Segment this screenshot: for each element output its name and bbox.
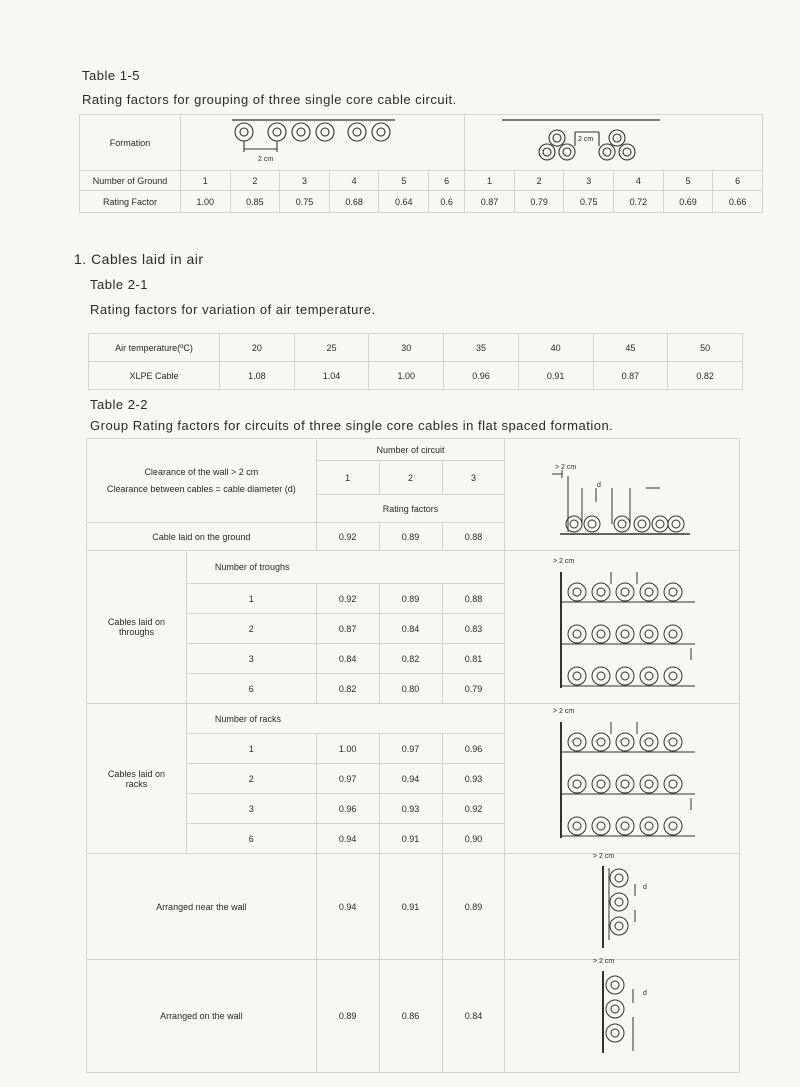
troughs-layout-icon	[555, 558, 705, 690]
table-1-5-heading: Table 1-5	[82, 68, 140, 83]
cell: 20	[220, 334, 295, 362]
cell: 0.79	[442, 674, 505, 704]
near-wall-dim-label: > 2 cm	[593, 853, 615, 860]
flat-formation-icon	[230, 116, 400, 168]
cell: 0.92	[442, 794, 505, 824]
cell: 6	[429, 171, 465, 191]
cell: 2	[514, 171, 564, 191]
cell: 35	[444, 334, 519, 362]
cell: 50	[668, 334, 743, 362]
cell: 0.90	[442, 824, 505, 854]
cell: 2	[186, 614, 316, 644]
cell: 0.91	[379, 824, 442, 854]
table-2-1-heading: Table 2-1	[90, 277, 148, 292]
table-2-1-subtitle: Rating factors for variation of air temperature.	[90, 302, 376, 317]
racks-group-text: Cables laid on racks	[107, 768, 165, 789]
cell: 0.93	[442, 764, 505, 794]
cell: 1	[186, 584, 316, 614]
circuit-header: 2	[379, 461, 442, 495]
cell: 0.94	[316, 824, 379, 854]
cell: 5	[663, 171, 713, 191]
cell: 0.91	[518, 362, 593, 390]
cell: 0.82	[379, 644, 442, 674]
cell: 0.93	[379, 794, 442, 824]
cell: 3	[280, 171, 330, 191]
header-clearance	[87, 439, 317, 523]
cell: 6	[186, 824, 316, 854]
cell: 0.94	[316, 854, 379, 960]
near-wall-label: Arranged near the wall	[87, 854, 317, 960]
cell: 1	[186, 734, 316, 764]
row-label-rating-factor: Rating Factor	[80, 191, 181, 213]
cell: 0.96	[442, 734, 505, 764]
cell: 6	[186, 674, 316, 704]
cell: 2	[186, 764, 316, 794]
cell: 0.64	[379, 191, 429, 213]
cell: 1.00	[369, 362, 444, 390]
cell: 0.72	[614, 191, 664, 213]
cell: 4	[329, 171, 379, 191]
ground-dim-label: > 2 cm	[555, 464, 577, 471]
cell: 0.87	[465, 191, 515, 213]
cell: 0.89	[379, 584, 442, 614]
table-2-2-heading: Table 2-2	[90, 397, 148, 412]
cell: 0.89	[379, 523, 442, 551]
cell: 45	[593, 334, 668, 362]
cell: 30	[369, 334, 444, 362]
clearance-cables-label: Clearance between cables = cable diameter (d)	[106, 483, 296, 494]
cell: 0.75	[280, 191, 330, 213]
near-wall-d-label: d	[643, 884, 647, 891]
cell: 1.04	[294, 362, 369, 390]
row-label-number-ground: Number of Ground	[80, 171, 181, 191]
table-row	[80, 191, 763, 213]
clearance-wall-label: Clearance of the wall > 2 cm	[144, 466, 259, 477]
cell: 0.82	[668, 362, 743, 390]
formation-label: Formation	[80, 115, 181, 171]
racks-layout-icon	[555, 708, 705, 840]
cell: 0.69	[663, 191, 713, 213]
cell: 0.68	[329, 191, 379, 213]
troughs-dim-label: > 2 cm	[553, 558, 575, 565]
cell: 1	[465, 171, 515, 191]
on-wall-layout-icon	[595, 965, 655, 1055]
near-wall-layout-icon	[595, 860, 655, 950]
section-heading: 1. Cables laid in air	[74, 251, 204, 267]
circuit-header: 1	[316, 461, 379, 495]
cell: 0.89	[316, 960, 379, 1073]
cell: 0.91	[379, 854, 442, 960]
troughs-group-label	[87, 551, 187, 704]
table-row	[89, 362, 743, 390]
cell: 0.88	[442, 523, 505, 551]
cell: 0.96	[444, 362, 519, 390]
troughs-group-text: Cables laid on throughs	[107, 617, 165, 637]
ground-label: Cable laid on the ground	[87, 523, 317, 551]
table-row	[80, 171, 763, 191]
table-1-5-subtitle: Rating factors for grouping of three single core cable circuit.	[82, 92, 457, 107]
cell: 0.84	[442, 960, 505, 1073]
table-2-1	[88, 333, 743, 390]
cell: 0.84	[379, 614, 442, 644]
racks-dim-label: > 2 cm	[553, 708, 575, 715]
cell: 0.79	[514, 191, 564, 213]
table-2-2-subtitle: Group Rating factors for circuits of three single core cables in flat spaced formation.	[90, 418, 614, 433]
num-circuit-header: Number of circuit	[316, 439, 505, 461]
cell: 40	[518, 334, 593, 362]
cell: 0.86	[379, 960, 442, 1073]
cell: 0.81	[442, 644, 505, 674]
cell: 0.88	[442, 584, 505, 614]
cell: 25	[294, 334, 369, 362]
circuit-header: 3	[442, 461, 505, 495]
cell: 4	[614, 171, 664, 191]
on-wall-label: Arranged on the wall	[87, 960, 317, 1073]
cell: 2	[230, 171, 280, 191]
ground-d-label: d	[597, 482, 601, 489]
cell: 0.92	[316, 584, 379, 614]
cell: 0.97	[379, 734, 442, 764]
table-row	[89, 334, 743, 362]
spacing-label: 2 cm	[258, 156, 274, 163]
cell: 3	[186, 644, 316, 674]
cell: 6	[713, 171, 763, 191]
cell: 0.75	[564, 191, 614, 213]
cell: 0.85	[230, 191, 280, 213]
on-wall-d-label: d	[643, 990, 647, 997]
cell: 1.08	[220, 362, 295, 390]
cell: 5	[379, 171, 429, 191]
cell: 0.92	[316, 523, 379, 551]
cell: 0.6	[429, 191, 465, 213]
cell: 0.83	[442, 614, 505, 644]
cell: 0.84	[316, 644, 379, 674]
cell: 0.87	[316, 614, 379, 644]
row-label-xlpe: XLPE Cable	[89, 362, 220, 390]
ground-layout-icon	[550, 462, 690, 542]
cell: 1	[181, 171, 231, 191]
troughs-header: Number of troughs	[186, 551, 504, 584]
racks-header: Number of racks	[186, 704, 504, 734]
cell: 1.00	[316, 734, 379, 764]
racks-group-label	[87, 704, 187, 854]
cell: 0.96	[316, 794, 379, 824]
cell: 3	[186, 794, 316, 824]
trefoil-spacing-label: 2 cm	[578, 136, 594, 143]
on-wall-dim-label: > 2 cm	[593, 958, 615, 965]
cell: 0.80	[379, 674, 442, 704]
cell: 0.89	[442, 854, 505, 960]
cell: 0.94	[379, 764, 442, 794]
cell: 0.87	[593, 362, 668, 390]
cell: 0.97	[316, 764, 379, 794]
cell: 3	[564, 171, 614, 191]
cell: 1.00	[181, 191, 231, 213]
rating-factors-header: Rating factors	[316, 495, 505, 523]
cell: 0.82	[316, 674, 379, 704]
cell: 0.66	[713, 191, 763, 213]
row-label-air-temp: Air temperature(ºC)	[89, 334, 220, 362]
